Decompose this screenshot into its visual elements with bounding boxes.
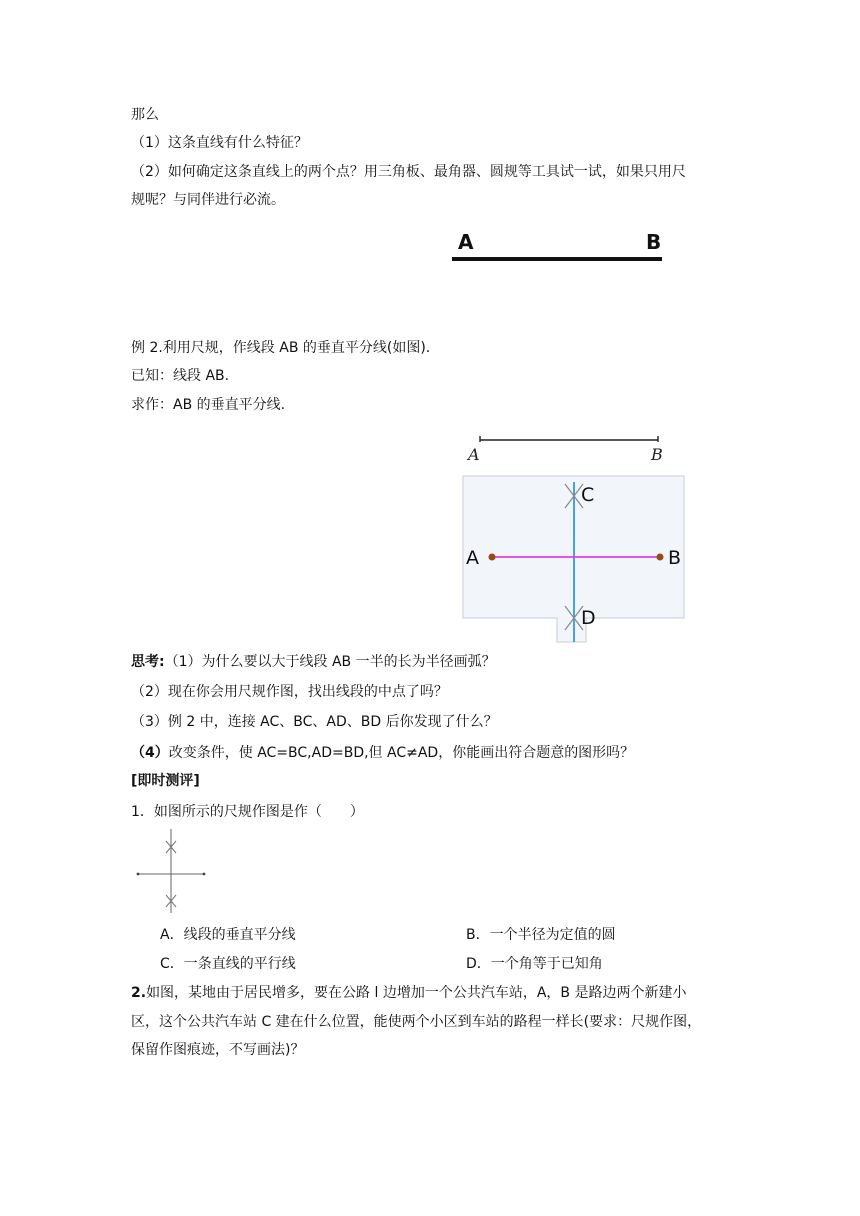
- intro-question-1: （1）这条直线有什么特征？: [131, 135, 308, 151]
- intro-question-2-line-1: （2）如何确定这条直线上的两个点？用三角板、最角器、圆规等工具试一试，如果只用尺: [131, 164, 686, 180]
- quiz-heading: [即时测评]: [131, 773, 200, 789]
- bisector-construction-figure: [460, 474, 688, 644]
- construction-label-d: D: [581, 607, 596, 629]
- point-a: [489, 554, 496, 561]
- quiz-option-c: C．一条直线的平行线: [160, 956, 296, 972]
- think-question-4-text: 改变条件，使 AC=BC,AD=BD,但 AC≠AD，你能画出符合题意的图形吗？: [168, 745, 635, 761]
- quiz-question-2-number: 2.: [131, 985, 147, 1001]
- quiz-question-2-line-1: [131, 984, 686, 1002]
- quiz-question-1: 1．如图所示的尺规作图是作（ ）: [131, 804, 364, 820]
- quiz-option-d: D．一个角等于已知角: [466, 956, 603, 972]
- point-b: [657, 554, 664, 561]
- small-segment-figure: [465, 432, 675, 468]
- think-question-4: [131, 744, 634, 762]
- small-segment-label-a: A: [468, 445, 480, 464]
- example-2-given: 已知：线段 AB.: [131, 368, 230, 384]
- think-label: 思考:: [131, 654, 165, 670]
- construction-label-a: A: [466, 547, 479, 569]
- think-question-1-text: （1）为什么要以大于线段 AB 一半的长为半径画弧？: [164, 654, 496, 670]
- example-2-title: 例 2.利用尺规，作线段 AB 的垂直平分线(如图).: [131, 340, 431, 356]
- quiz-question-2-line-3: 保留作图痕迹，不写画法)？: [131, 1042, 305, 1058]
- quiz-point-left: [137, 873, 140, 876]
- think-question-2: （2）现在你会用尺规作图，找出线段的中点了吗？: [131, 684, 448, 700]
- intro-question-2-line-2: 规呢？与同伴进行必流。: [131, 192, 285, 208]
- construction-label-b: B: [668, 547, 682, 569]
- segment-label-b: B: [646, 230, 662, 254]
- quiz-construction-figure: [134, 827, 214, 917]
- quiz-question-2-text: 如图，某地由于居民增多，要在公路 l 边增加一个公共汽车站，A，B 是路边两个新建小: [146, 985, 687, 1001]
- think-question-4-number: （4）: [131, 745, 169, 761]
- small-segment-label-b: B: [651, 445, 663, 464]
- think-question-1: [131, 653, 496, 671]
- example-2-construct: 求作：AB 的垂直平分线.: [131, 397, 286, 413]
- construction-label-c: C: [581, 484, 595, 506]
- segment-label-a: A: [458, 230, 474, 254]
- quiz-point-right: [203, 873, 206, 876]
- intro-line: 那么: [131, 107, 159, 123]
- quiz-question-2-line-2: 区，这个公共汽车站 C 建在什么位置，能使两个小区到车站的路程一样长(要求：尺规作图，: [131, 1014, 702, 1030]
- segment-ab-figure: [440, 225, 680, 270]
- quiz-option-b: B．一个半径为定值的圆: [466, 927, 616, 943]
- quiz-option-a: A．线段的垂直平分线: [160, 927, 296, 943]
- think-question-3: （3）例 2 中，连接 AC、BC、AD、BD 后你发现了什么？: [131, 714, 498, 730]
